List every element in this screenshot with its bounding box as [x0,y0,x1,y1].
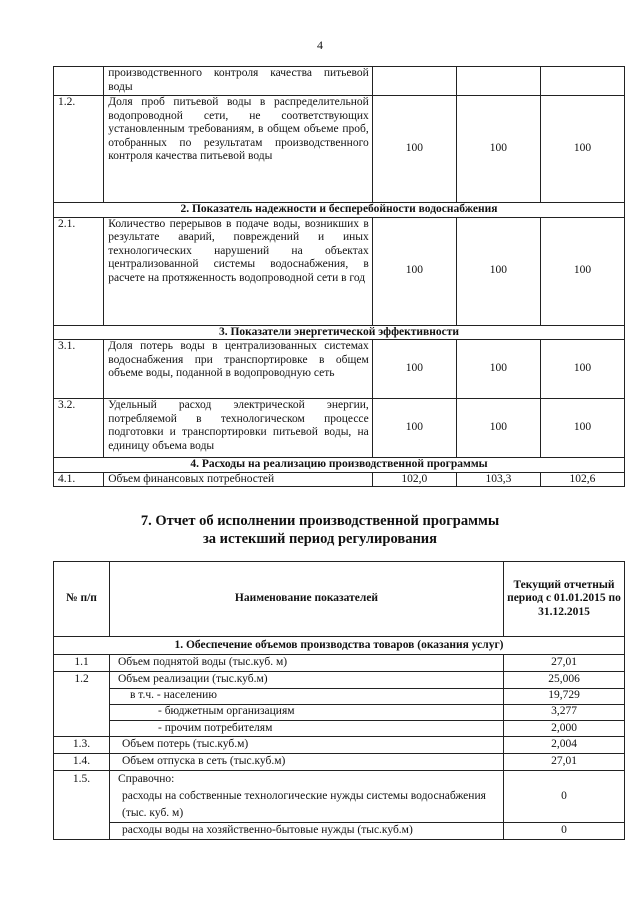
report-table [53,561,625,840]
table-row [54,340,625,399]
cell-value: 100 [372,217,456,325]
table-row: 1.5. Справочно: расходы на собственные технологические нужды системы водоснабжения (тыс. куб. м) 0 [54,771,625,823]
table-row: 1.1 Объем поднятой воды (тыс.куб. м) 27,01 [54,655,625,672]
cell-value: 100 [456,399,540,458]
table-row [54,399,625,458]
cell-value: 102,6 [540,472,624,487]
cell-value: 100 [372,96,456,203]
table-row [54,217,625,325]
reference-label: Справочно: [118,773,175,785]
row-name: Количество перерывов в подаче воды, возникших в результате аварий, повреждений и иных технологических нарушений на объектах централизованной системы водоснабжения, в расчете на протяженность водопроводной сети в год [104,217,373,325]
section-header: 1. Обеспечение объемов производства товаров (оказания услуг) [54,637,625,655]
header-period: Текущий отчетный период с 01.01.2015 по 31.12.2015 [504,562,625,637]
table-row: - прочим потребителям 2,000 [54,720,625,737]
row-number: 3.2. [54,399,104,458]
row-name: Доля потерь воды в централизованных системах водоснабжения при транспортировке в общем объеме воды, поданной в водопроводную сеть [104,340,373,399]
cell-value: 100 [456,217,540,325]
cell-value: 100 [540,96,624,203]
cell-value: 100 [540,340,624,399]
table-row: 1.3. Объем потерь (тыс.куб.м) 2,004 [54,737,625,754]
table-row: 1.2 Объем реализации (тыс.куб.м) 25,006 [54,672,625,689]
cell-value: 100 [540,217,624,325]
row-number: 1.2. [54,96,104,203]
heading-line-2: за истекший период регулирования [202,531,438,547]
table-row [54,67,625,96]
section-heading [0,512,640,548]
row-name: производственного контроля качества питьевой воды [104,67,373,96]
cell-value: 100 [456,96,540,203]
header-row [54,562,625,637]
row-name: Доля проб питьевой воды в распределительной водопроводной сети, не соответствующих установленным требованиям, в общем объеме проб, отобранных по результатам производственного контроля качества питьевой воды [104,96,373,203]
header-num: № п/п [54,562,110,637]
table-row: - бюджетным организациям 3,277 [54,704,625,720]
reference-item-1: расходы на собственные технологические нужды системы водоснабжения (тыс. куб. м) [122,790,486,819]
cell-value: 100 [540,399,624,458]
cell-value: 103,3 [456,472,540,487]
indicators-table [53,66,625,487]
table-row: в т.ч. - населению 19,729 [54,688,625,704]
section-header: 3. Показатели энергетической эффективности [54,325,625,340]
row-number: 2.1. [54,217,104,325]
row-number: 4.1. [54,472,104,487]
heading-line-1: 7. Отчет об исполнении производственной программы [140,513,500,529]
section-header: 4. Расходы на реализацию производственной программы [54,458,625,473]
cell-value: 100 [456,340,540,399]
table-row [54,472,625,487]
row-number: 3.1. [54,340,104,399]
reference-item-2: расходы воды на хозяйственно-бытовые нужды (тыс.куб.м) [110,823,504,840]
cell-value: 102,0 [372,472,456,487]
row-name: Объем финансовых потребностей [104,472,373,487]
page-number: 4 [317,38,323,52]
cell-value: 100 [372,340,456,399]
table-row [54,96,625,203]
header-name: Наименование показателей [110,562,504,637]
cell-value: 100 [372,399,456,458]
table-row: расходы воды на хозяйственно-бытовые нужды (тыс.куб.м) 0 [54,823,625,840]
table-row: 1.4. Объем отпуска в сеть (тыс.куб.м) 27,01 [54,754,625,771]
row-name: Удельный расход электрической энергии, потребляемой в технологическом процессе подготовки и транспортировки питьевой воды, на единицу объема воды [104,399,373,458]
section-header: 2. Показатель надежности и бесперебойности водоснабжения [54,203,625,218]
